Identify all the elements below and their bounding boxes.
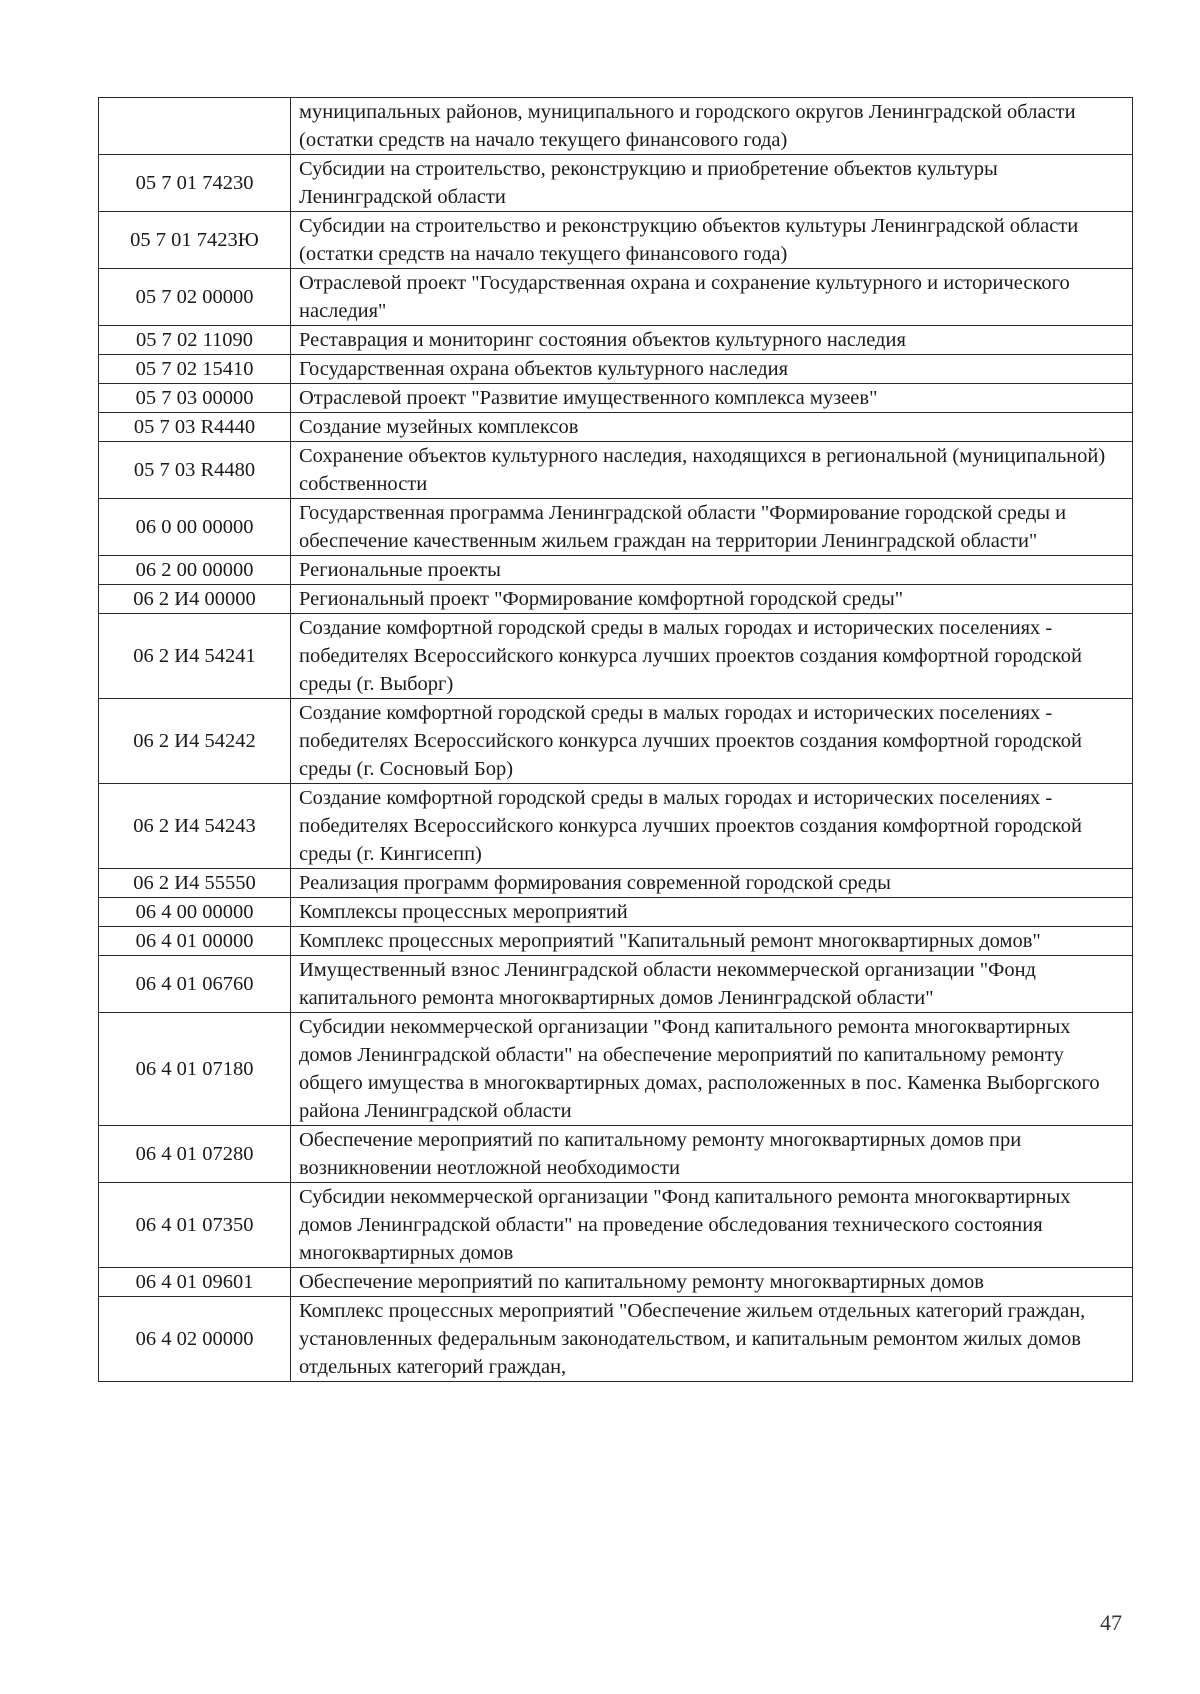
table-row bbox=[99, 269, 1133, 326]
description-cell: муниципальных районов, муниципального и городского округов Ленинградской области (остатки средств на начало текущего финансового года) bbox=[291, 98, 1133, 155]
description-cell: Отраслевой проект "Развитие имущественного комплекса музеев" bbox=[291, 384, 1133, 413]
table-row bbox=[99, 355, 1133, 384]
description-cell: Реставрация и мониторинг состояния объектов культурного наследия bbox=[291, 326, 1133, 355]
page-number: 47 bbox=[1100, 1610, 1122, 1635]
code-cell: 05 7 03 00000 bbox=[99, 384, 291, 413]
code-cell: 06 4 01 00000 bbox=[99, 927, 291, 956]
code-cell: 06 2 И4 54241 bbox=[99, 614, 291, 699]
table-row bbox=[99, 1183, 1133, 1268]
table-row bbox=[99, 326, 1133, 355]
description-cell: Государственная охрана объектов культурного наследия bbox=[291, 355, 1133, 384]
table-row bbox=[99, 1297, 1133, 1382]
table-row bbox=[99, 927, 1133, 956]
table-row bbox=[99, 956, 1133, 1013]
description-cell: Создание комфортной городской среды в малых городах и исторических поселениях - победителях Всероссийского конкурса лучших проектов создания комфортной городской среды (г. Кингисепп) bbox=[291, 784, 1133, 869]
code-cell: 06 0 00 00000 bbox=[99, 499, 291, 556]
description-cell: Сохранение объектов культурного наследия, находящихся в региональной (муниципальной) собственности bbox=[291, 442, 1133, 499]
description-cell: Региональный проект "Формирование комфортной городской среды" bbox=[291, 585, 1133, 614]
description-cell: Государственная программа Ленинградской области "Формирование городской среды и обеспечение качественным жильем граждан на территории Ленинградской области" bbox=[291, 499, 1133, 556]
description-cell: Создание музейных комплексов bbox=[291, 413, 1133, 442]
code-cell: 05 7 03 R4480 bbox=[99, 442, 291, 499]
table-row bbox=[99, 384, 1133, 413]
description-cell: Субсидии некоммерческой организации "Фонд капитального ремонта многоквартирных домов Ленинградской области" на проведение обследования технического состояния многоквартирных домов bbox=[291, 1183, 1133, 1268]
description-cell: Обеспечение мероприятий по капитальному ремонту многоквартирных домов bbox=[291, 1268, 1133, 1297]
description-cell: Субсидии на строительство, реконструкцию и приобретение объектов культуры Ленинградской области bbox=[291, 155, 1133, 212]
description-cell: Комплекс процессных мероприятий "Обеспечение жильем отдельных категорий граждан, установленных федеральным законодательством, и капитальным ремонтом жилых домов отдельных категорий граждан, bbox=[291, 1297, 1133, 1382]
code-cell: 06 4 01 07280 bbox=[99, 1126, 291, 1183]
description-cell: Комплекс процессных мероприятий "Капитальный ремонт многоквартирных домов" bbox=[291, 927, 1133, 956]
table-row bbox=[99, 585, 1133, 614]
description-cell: Комплексы процессных мероприятий bbox=[291, 898, 1133, 927]
table-row bbox=[99, 413, 1133, 442]
code-cell: 06 2 00 00000 bbox=[99, 556, 291, 585]
description-cell: Субсидии некоммерческой организации "Фонд капитального ремонта многоквартирных домов Ленинградской области" на обеспечение мероприятий по капитальному ремонту общего имущества в многоквартирных домах, расположенных в пос. Каменка Выборгского района Ленинградской области bbox=[291, 1013, 1133, 1126]
table-row bbox=[99, 499, 1133, 556]
description-cell: Реализация программ формирования современной городской среды bbox=[291, 869, 1133, 898]
table-row bbox=[99, 1013, 1133, 1126]
code-cell: 06 4 00 00000 bbox=[99, 898, 291, 927]
code-cell: 05 7 02 15410 bbox=[99, 355, 291, 384]
code-cell: 06 4 02 00000 bbox=[99, 1297, 291, 1382]
description-cell: Имущественный взнос Ленинградской области некоммерческой организации "Фонд капитального ремонта многоквартирных домов Ленинградской области" bbox=[291, 956, 1133, 1013]
code-cell: 06 2 И4 00000 bbox=[99, 585, 291, 614]
table-row bbox=[99, 98, 1133, 155]
code-cell: 06 2 И4 54243 bbox=[99, 784, 291, 869]
code-cell: 06 4 01 06760 bbox=[99, 956, 291, 1013]
code-cell: 06 2 И4 55550 bbox=[99, 869, 291, 898]
table-row bbox=[99, 784, 1133, 869]
description-cell: Субсидии на строительство и реконструкцию объектов культуры Ленинградской области (остатки средств на начало текущего финансового года) bbox=[291, 212, 1133, 269]
code-cell bbox=[99, 98, 291, 155]
table-row bbox=[99, 556, 1133, 585]
code-cell: 05 7 03 R4440 bbox=[99, 413, 291, 442]
code-cell: 06 4 01 07350 bbox=[99, 1183, 291, 1268]
table-row bbox=[99, 212, 1133, 269]
table-row bbox=[99, 898, 1133, 927]
code-cell: 05 7 01 7423Ю bbox=[99, 212, 291, 269]
code-cell: 05 7 01 74230 bbox=[99, 155, 291, 212]
code-cell: 05 7 02 00000 bbox=[99, 269, 291, 326]
code-cell: 06 4 01 09601 bbox=[99, 1268, 291, 1297]
table-body bbox=[99, 98, 1133, 1382]
table-row bbox=[99, 614, 1133, 699]
description-cell: Создание комфортной городской среды в малых городах и исторических поселениях - победителях Всероссийского конкурса лучших проектов создания комфортной городской среды (г. Сосновый Бор) bbox=[291, 699, 1133, 784]
code-cell: 06 2 И4 54242 bbox=[99, 699, 291, 784]
description-cell: Региональные проекты bbox=[291, 556, 1133, 585]
description-cell: Обеспечение мероприятий по капитальному ремонту многоквартирных домов при возникновении неотложной необходимости bbox=[291, 1126, 1133, 1183]
table-row bbox=[99, 869, 1133, 898]
budget-classification-table bbox=[98, 97, 1133, 1382]
code-cell: 05 7 02 11090 bbox=[99, 326, 291, 355]
table-row bbox=[99, 1126, 1133, 1183]
table-row bbox=[99, 699, 1133, 784]
table-row bbox=[99, 155, 1133, 212]
description-cell: Создание комфортной городской среды в малых городах и исторических поселениях - победителях Всероссийского конкурса лучших проектов создания комфортной городской среды (г. Выборг) bbox=[291, 614, 1133, 699]
code-cell: 06 4 01 07180 bbox=[99, 1013, 291, 1126]
description-cell: Отраслевой проект "Государственная охрана и сохранение культурного и исторического наследия" bbox=[291, 269, 1133, 326]
table-row bbox=[99, 1268, 1133, 1297]
table-row bbox=[99, 442, 1133, 499]
